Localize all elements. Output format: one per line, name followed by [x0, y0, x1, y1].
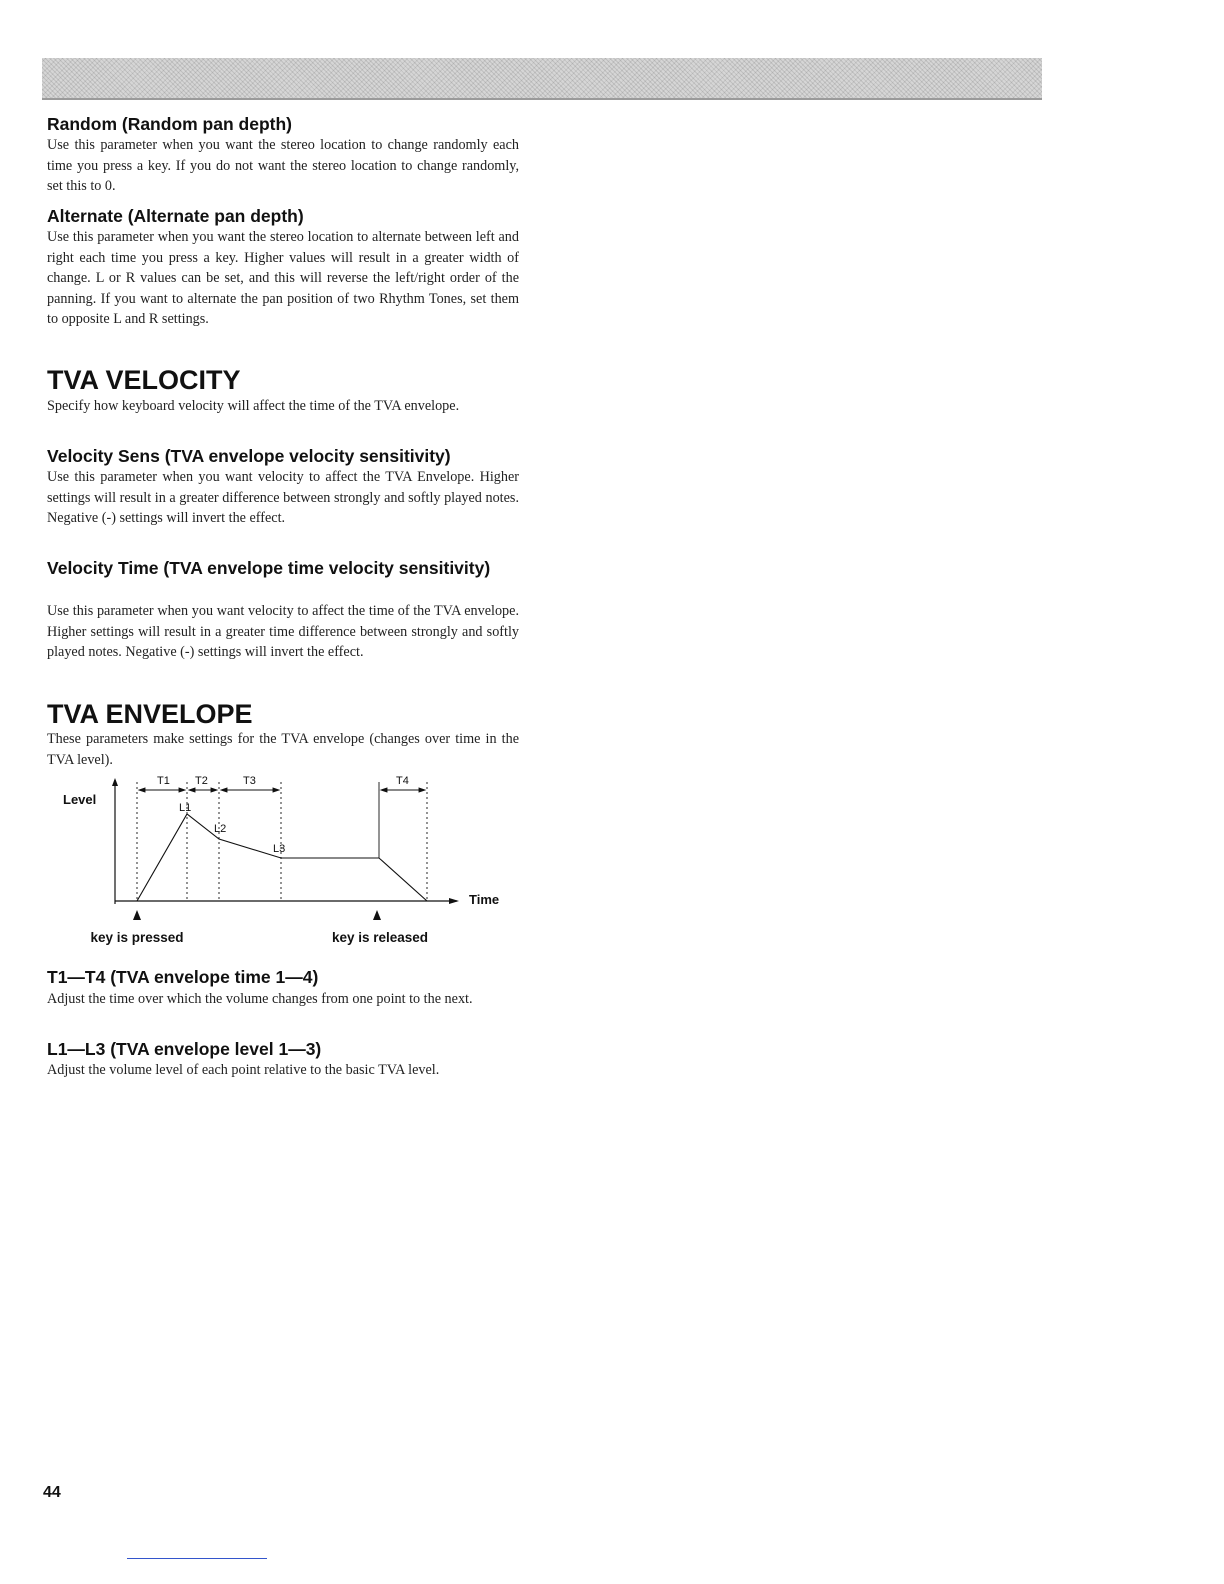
key-pressed-arrow [133, 910, 141, 920]
t1-t4-body: Adjust the time over which the volume changes from one point to the next. [47, 991, 473, 1007]
l1-l3-heading: L1—L3 (TVA envelope level 1—3) [47, 1039, 322, 1059]
tva-envelope-title: TVA ENVELOPE [47, 699, 253, 729]
footer-rule [127, 1558, 267, 1559]
time-axis-arrow [449, 898, 459, 904]
key-released-label: key is released [331, 930, 429, 945]
time-label: Time [469, 892, 500, 907]
l1-label: L1 [179, 802, 192, 814]
alternate-body: Use this parameter when you want the stereo location to alternate between left and right each time you press a key. Higher values will result in a greater width of change. L or R values can be set, and this will reverse the left/right order of the panning. If you want to alternate the pan position of two Rhythm Tones, set them to opposite L and R settings. [47, 229, 519, 327]
velocity-sens-heading: Velocity Sens (TVA envelope velocity sensitivity) [47, 446, 451, 466]
l1-l3-body: Adjust the volume level of each point relative to the basic TVA level. [47, 1062, 440, 1078]
velocity-time-heading: Velocity Time (TVA envelope time velocity sensitivity) [47, 558, 491, 578]
key-pressed-label: key is pressed [90, 930, 184, 945]
velocity-sens-body: Use this parameter when you want velocity to affect the TVA Envelope. Higher settings will result in a greater difference between strongly and softly played notes. Negative (-) settings will invert the effect. [47, 469, 519, 526]
tva-envelope-intro: These parameters make settings for the TVA envelope (changes over time in the TVA level). [47, 731, 519, 768]
t1-t4-heading: T1—T4 (TVA envelope time 1—4) [47, 967, 319, 987]
time-span-arrows [139, 788, 425, 792]
key-released-arrow [373, 910, 381, 920]
t3-label: T3 [243, 775, 256, 787]
random-body: Use this parameter when you want the stereo location to change randomly each time you press a key. If you do not want the stereo location to change randomly, set this to 0. [47, 137, 519, 194]
l2-label: L2 [214, 823, 227, 835]
t4-label: T4 [396, 775, 409, 787]
envelope-curve [137, 814, 427, 901]
alternate-heading: Alternate (Alternate pan depth) [47, 206, 304, 226]
tva-velocity-intro: Specify how keyboard velocity will affect the time of the TVA envelope. [47, 398, 460, 414]
tva-velocity-title: TVA VELOCITY [47, 365, 241, 395]
l3-label: L3 [273, 843, 286, 855]
level-axis-arrow [112, 778, 118, 786]
page-header-band [42, 58, 1042, 100]
velocity-time-body: Use this parameter when you want velocity to affect the time of the TVA envelope. Higher settings will result in a greater time difference between strongly and softly played notes. Negative (-) settings will invert the effect. [47, 603, 519, 660]
t2-label: T2 [195, 775, 208, 787]
level-label: Level [63, 792, 97, 807]
t1-label: T1 [157, 775, 170, 787]
tva-envelope-diagram [47, 766, 519, 956]
random-heading: Random (Random pan depth) [47, 114, 292, 134]
page-number: 44 [43, 1484, 61, 1501]
